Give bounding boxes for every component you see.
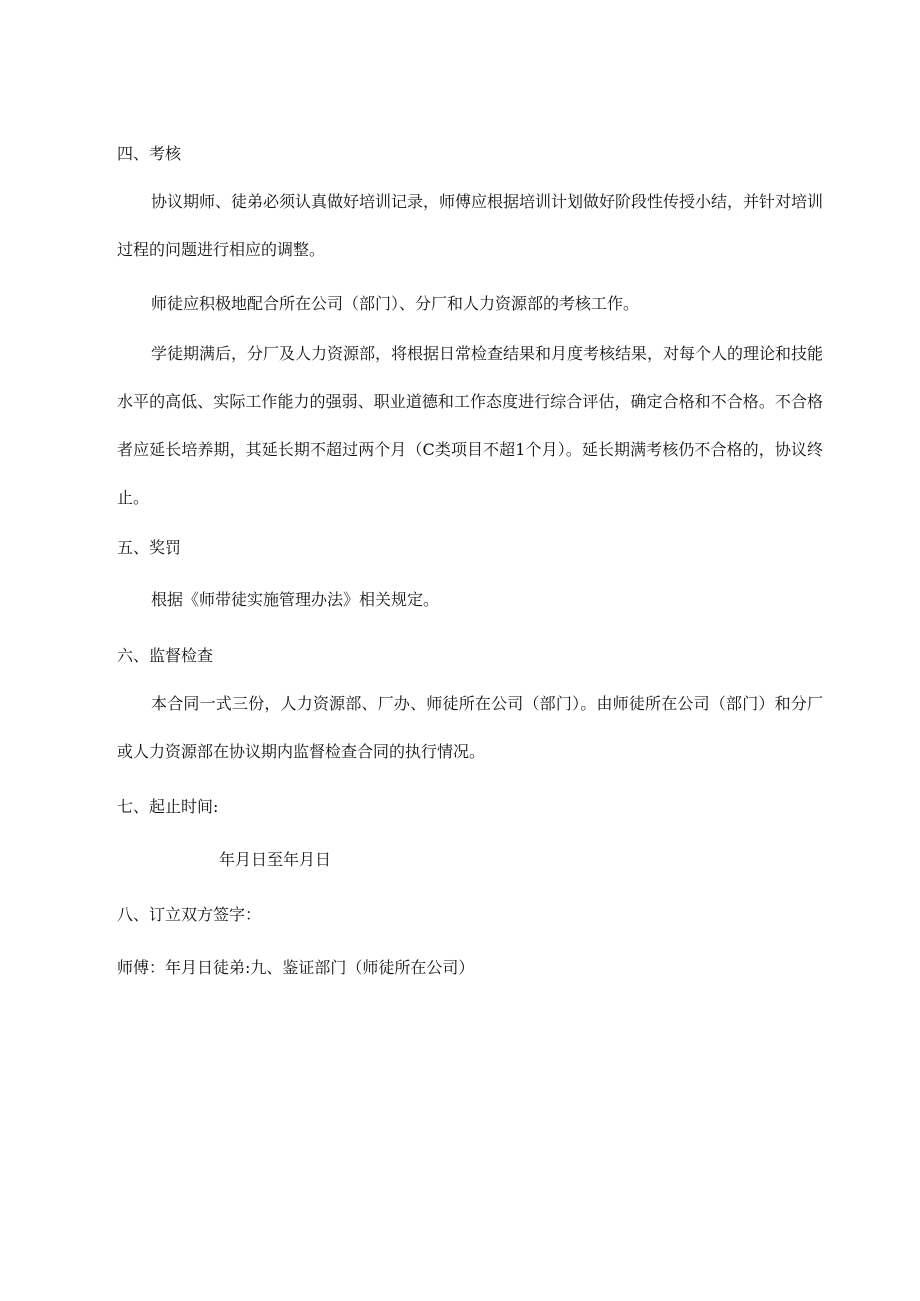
section-heading-assessment: 四、考核 bbox=[117, 144, 182, 163]
section-heading-supervision: 六、监督检查 bbox=[117, 646, 214, 665]
supervision-paragraph-1: 本合同一式三份，人力资源部、厂办、师徒所在公司（部门）。由师徒所在公司（部门）和分厂或人力资源部在协议期内监督检查合同的执行情况。 bbox=[117, 694, 823, 761]
section-heading-signatures: 八、订立双方签字： bbox=[117, 905, 262, 924]
section-heading-period: 七、起止时间: bbox=[117, 797, 219, 816]
assessment-paragraph-2: 师徒应积极地配合所在公司（部门）、分厂和人力资源部的考核工作。 bbox=[151, 294, 640, 313]
assessment-paragraph-3: 学徒期满后，分厂及人力资源部，将根据日常检查结果和月度考核结果，对每个人的理论和技能水平的高低、实际工作能力的强弱、职业道德和工作态度进行综合评估，确定合格和不合格。不合格者应延长培养期，其延长期不超过两个月（C类项目不超1个月）。延长期满考核仍不合格的，协议终止。 bbox=[117, 344, 824, 507]
section-heading-rewards: 五、奖罚 bbox=[117, 538, 182, 557]
period-dates: 年月日至年月日 bbox=[219, 850, 332, 869]
signature-line: 师傅：年月日徒弟:九、鉴证部门（师徒所在公司） bbox=[117, 958, 475, 977]
rewards-paragraph-1: 根据《师带徒实施管理办法》相关规定。 bbox=[151, 590, 440, 609]
assessment-paragraph-1: 协议期师、徒弟必须认真做好培训记录，师傅应根据培训计划做好阶段性传授小结，并针对培训过程的问题进行相应的调整。 bbox=[117, 192, 824, 259]
